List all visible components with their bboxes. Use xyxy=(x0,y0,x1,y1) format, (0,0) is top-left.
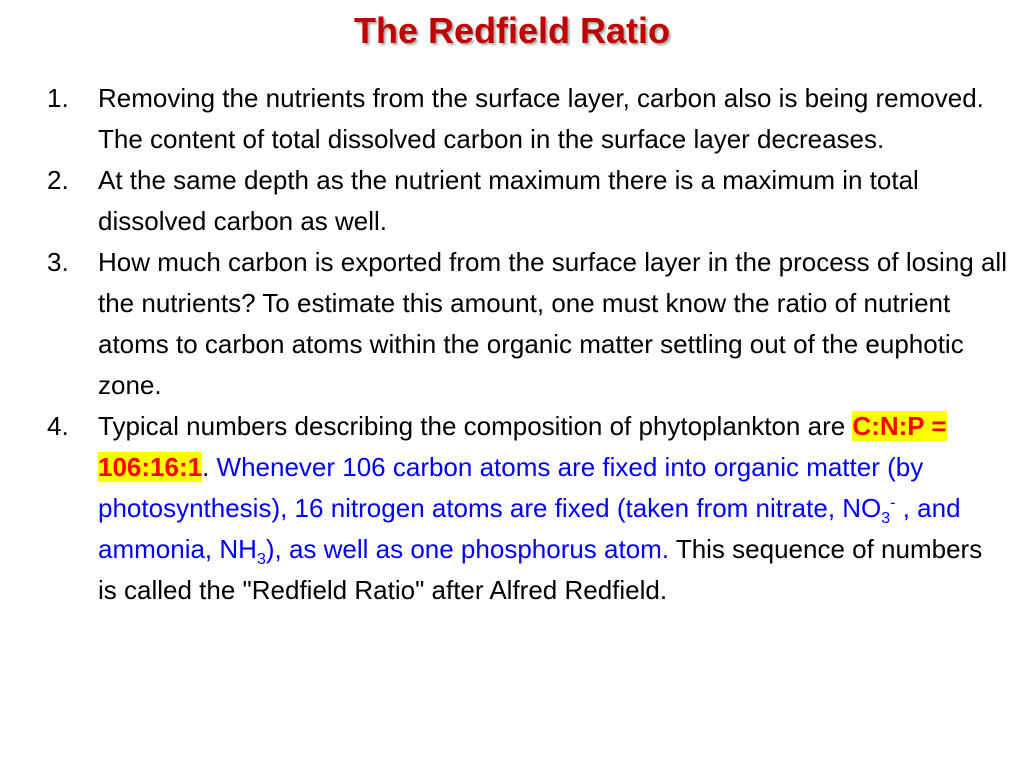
blue-explanation-text: , and ammonia, NH xyxy=(98,493,961,564)
list-item-1 xyxy=(47,78,1007,160)
blue-explanation-text: ), as well as one phosphorus atom. xyxy=(265,534,670,564)
nitrate-superscript: - xyxy=(890,494,896,512)
blue-explanation-text: Whenever 106 carbon atoms are fixed into organic matter (by photosynthesis), 16 nitrogen atoms are fixed (taken from nitrate, NO xyxy=(98,452,924,523)
ammonia-subscript: 3 xyxy=(256,551,266,569)
slide-title: The Redfield Ratio xyxy=(353,10,671,51)
list-item-text: Typical numbers describing the composition of phytoplankton are xyxy=(98,411,853,441)
list-item-text: At the same depth as the nutrient maximum there is a maximum in total dissolved carbon as well. xyxy=(98,165,919,236)
list-item-3 xyxy=(47,242,1007,406)
list-item-text: How much carbon is exported from the surface layer in the process of losing all the nutrients? To estimate this amount, one must know the ratio of nutrient atoms to carbon atoms within the organic matter settling out of the euphotic zone. xyxy=(98,247,1007,400)
list-item-4 xyxy=(47,406,1007,611)
list-number: 2. xyxy=(47,165,69,195)
list-item-text: This sequence of numbers is called the "Redfield Ratio" after Alfred Redfield. xyxy=(98,534,983,605)
list-item-text: Removing the nutrients from the surface layer, carbon also is being removed. The content of total dissolved carbon in the surface layer decreases. xyxy=(98,83,984,154)
list-number: 1. xyxy=(47,83,69,113)
list-number: 4. xyxy=(47,411,69,441)
list-number: 3. xyxy=(47,247,69,277)
redfield-ratio-highlight: C:N:P = 106:16:1 xyxy=(98,411,947,482)
numbered-list xyxy=(47,78,1007,611)
list-item-text: . xyxy=(202,452,217,482)
nitrate-subscript: 3 xyxy=(881,510,891,528)
list-item-2 xyxy=(47,160,1007,242)
